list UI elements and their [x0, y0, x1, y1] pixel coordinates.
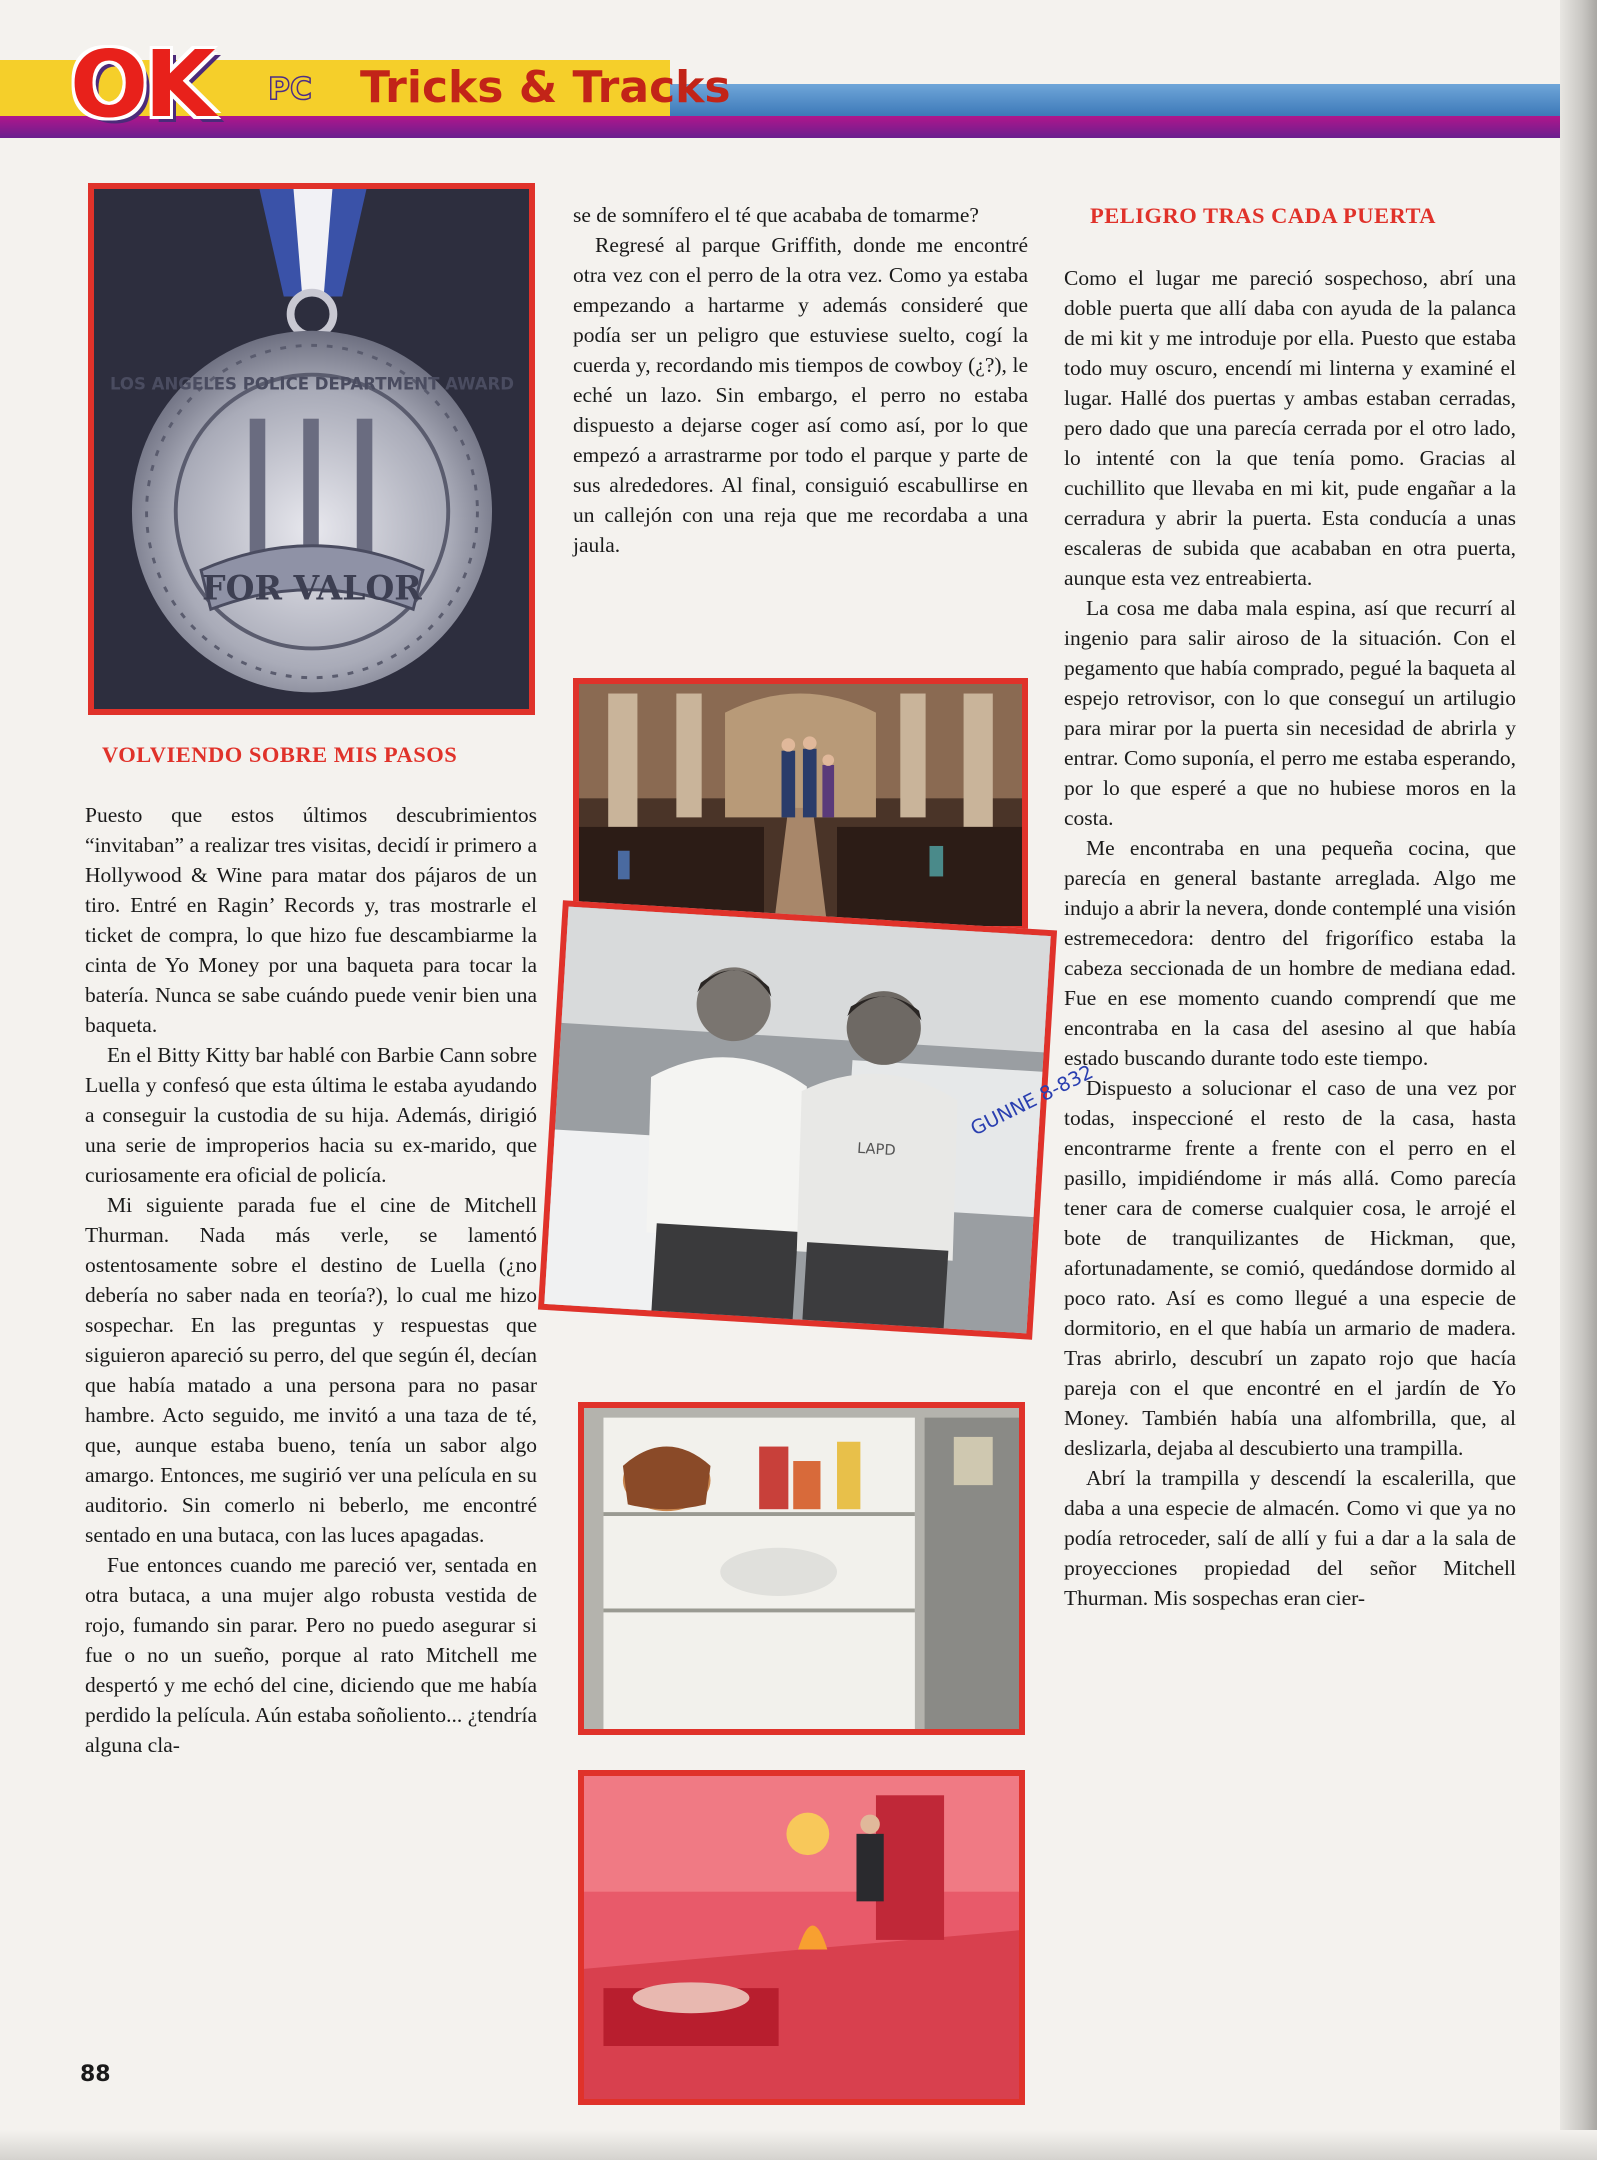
paragraph: Como el lugar me pareció sospechoso, abrí una doble puerta que allí daba con ayuda de la palanca de mi kit y me introduje por ella. Puesto que estaba todo muy oscuro, encendí mi linterna y examiné el lugar. Hallé dos puertas y ambas estaban cerradas, pero dado que una parecía cerrada por el otro lado, lo intenté con la que tenía pomo. Gracias al cuchillito que llevaba en mi kit, pude engañar a la cerradura y abrir la puerta. Esta conducía a unas escaleras de subida que acababan en otra puerta, aunque esta vez entreabierta.: [1064, 266, 1516, 590]
paragraph: En el Bitty Kitty bar hablé con Barbie Cann sobre Luella y confesó que esta última le estaba ayudando a conseguir la custodia de su hija. Además, dirigió una serie de improperios hacia su ex-marido, que curiosamente era oficial de policía.: [85, 1043, 537, 1187]
paragraph: Dispuesto a solucionar el caso de una vez por todas, inspeccioné el resto de la casa, hasta encontrarme frente a frente con el perro en el pasillo, impidiéndome ir más allá. Como parecía tener cara de comerse cualquier cosa, le arrojé el bote de tranquilizantes de Hickman, que, afortunadamente, se comió, quedándose dormido al poco rato. Así es como llegué a una especie de dormitorio, en el que había un armario de madera. Tras abrirlo, descubrí un zapato rojo que hacía pareja con el que encontré en el jardín de Yo Money. También había una alfombrilla, que, al deslizarla, dejaba al descubierto una trampilla.: [1064, 1076, 1516, 1460]
paragraph: Regresé al parque Griffith, donde me encontré otra vez con el perro de la otra vez. Como ya estaba empezando a hartarme y además consideré que podía ser un peligro que estuviese suelto, cogí la cuerda y, recordando mis tiempos de cowboy (¿?), le eché un lazo. Sin embargo, el perro no estaba dispuesto a dejarse coger así como así, por lo que empezó a arrastrarme por todo el parque y parte de sus alrededores. Al final, consiguió escabullirse en un callejón con una reja que me recordaba a una jaula.: [573, 233, 1028, 557]
medal-ribbon-text: LOS ANGELES POLICE DEPARTMENT AWARD: [109, 374, 514, 394]
heading-peligro: PELIGRO TRAS CADA PUERTA: [1090, 203, 1437, 228]
paragraph: Puesto que estos últimos descubrimientos “invitaban” a realizar tres visitas, decidí ir primero a Hollywood & Wine para matar dos pájaros de un tiro. Entré en Ragin’ Records y, tras mostrarle el ticket de compra, lo que hizo fue descambiarme la cinta de Yo Money por una baqueta para tocar la batería. Nunca se sabe cuándo puede venir bien una baqueta.: [85, 803, 537, 1037]
fridge-photo: [578, 1402, 1025, 1735]
red-room-photo: [578, 1770, 1025, 2105]
medal-photo: [88, 183, 535, 715]
section-title: Tricks & Tracks: [360, 62, 731, 113]
column-3: [1064, 263, 1516, 1613]
paragraph: Me encontraba en una pequeña cocina, que parecía en general bastante arreglada. Algo me indujo a abrir la nevera, donde contemplé una visión estremecedora: dentro del frigorífico estaba la cabeza seccionada de un hombre de mediana edad. Fue en ese momento cuando comprendí que me encontraba en la casa del asesino al que había estado buscando durante todo este tiempo.: [1064, 836, 1516, 1070]
logo-pc: PC: [268, 72, 313, 107]
church-photo: [573, 678, 1028, 932]
photo-caption: GUNNE 8-832: [966, 1060, 1097, 1141]
header-band-purple: [0, 116, 1597, 138]
paragraph: Mi siguiente parada fue el cine de Mitchell Thurman. Nada más verle, se lamentó ostentosamente sobre el destino de Luella (¿no debería no saber nada en teoría?), lo cual me hizo sospechar. En las preguntas y respuestas que siguieron apareció su perro, del que según él, decían que había matado a una persona para no pasar hambre. Acto seguido, me invitó a una taza de té, que, aunque estaba bueno, tenía un sabor algo amargo. Entonces, me sugirió ver una película en su auditorio. Sin comerlo ni beberlo, me encontré sentado en una butaca, con las luces apagadas.: [85, 1193, 537, 1547]
paragraph: se de somnífero el té que acababa de tomarme?: [573, 203, 979, 227]
shirt-text: LAPD: [856, 1139, 897, 1160]
column-2: [573, 200, 1028, 560]
logo-ok: [70, 31, 212, 138]
page-number: 88: [80, 2062, 111, 2087]
column-1: [85, 800, 537, 1760]
page-bottom-shadow: [0, 2130, 1597, 2160]
two-men-photo: [538, 900, 1097, 1339]
paragraph: Abrí la trampilla y descendí la escalerilla, que daba a una especie de almacén. Como vi que ya no podía retroceder, salí de allí y fui a dar a la sala de proyecciones propiedad del señor Mitchell Thurman. Mis sospechas eran cier-: [1064, 1466, 1516, 1610]
paragraph: La cosa me daba mala espina, así que recurrí al ingenio para salir airoso de la situación. Con el pegamento que había comprado, pegué la baqueta al espejo retrovisor, con lo que conseguí un artilugio para mirar por la puerta sin necesidad de abrirla y entrar. Como suponía, el perro me estaba esperando, por lo que esperé a que no hubiese moros en la costa.: [1064, 596, 1516, 830]
heading-volviendo: VOLVIENDO SOBRE MIS PASOS: [102, 742, 458, 767]
page-edge-shadow: [1560, 0, 1597, 2160]
logo-text: OK: [70, 31, 212, 138]
paragraph: Fue entonces cuando me pareció ver, sentada en otra butaca, a una mujer algo robusta vestida de rojo, fumando sin parar. Pero no puedo asegurar si fue o no un sueño, porque al rato Mitchell me despertó y me echó del cine, diciendo que me había perdido la película. Aún estaba soñoliento... ¿tendría alguna cla-: [85, 1553, 537, 1757]
medal-bar-text: FOR VALOR: [202, 568, 422, 608]
